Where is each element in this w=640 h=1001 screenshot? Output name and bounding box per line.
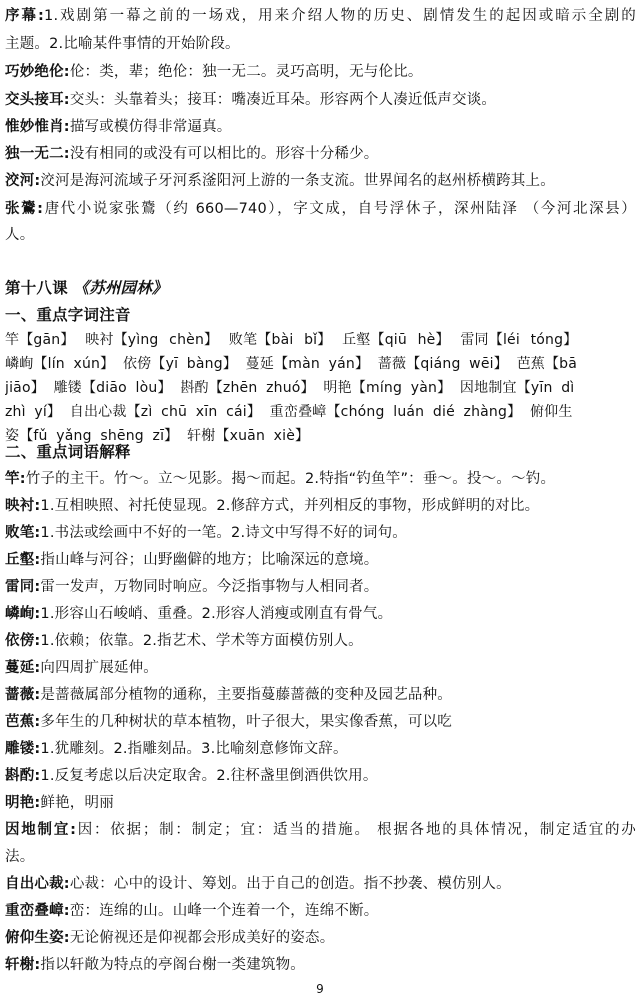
definition-line [5,520,636,546]
definition-term: 映衬: [5,498,41,514]
entry-text: 没有相同的或没有可以相比的。形容十分稀少。 [69,146,379,162]
definition-line [5,655,636,681]
definition-text: 无论俯视还是仰视都会形成美好的姿态。 [69,930,335,946]
lesson-book-title: 《苏州园林》 [73,279,168,297]
entry-line [5,196,636,222]
entry-text: 伦：类，辈；绝伦：独一无二。灵巧高明，无与伦比。 [69,64,423,80]
definition-text: 1.犹雕刻。2.指雕刻品。3.比喻刻意修饰文辞。 [40,741,348,757]
definition-line [5,601,636,627]
definition-term: 败笔: [5,525,41,541]
definition-line [5,898,636,924]
definition-text: 竹子的主干。竹～。立～见影。揭～而起。2.特指“钓鱼竿”：垂～。投～。～钓。 [25,471,556,487]
definition-line [5,466,636,492]
pinyin-line: 姿【fǔ yǎng shēng zī】 轩榭【xuān xiè】 [5,428,310,444]
definition-term: 轩榭: [5,957,41,973]
page-number: 9 [316,982,324,996]
definition-text: 雷一发声，万物同时响应。今泛指事物与人相同者。 [40,579,379,595]
entry-text: 唐代小说家张鷟（约 660—740），字文成，自号浮休子，深州陆泽 （今河北深县） [43,201,636,217]
entry-line [5,168,636,194]
definition-text: 峦：连绵的山。山峰一个连着一个，连绵不断。 [69,903,379,919]
definition-term: 蔷薇: [5,687,41,703]
section-title: 一、重点字词注音 [5,306,131,324]
definition-text: 1.互相映照、衬托使显现。2.修辞方式，并列相反的事物，形成鲜明的对比。 [40,498,540,514]
entry-text: 描写或模仿得非常逼真。 [69,119,232,135]
definition-line [5,925,636,951]
definition-line [5,817,636,843]
definition-line [5,547,636,573]
definition-term: 芭蕉: [5,714,41,730]
definition-text: 指山峰与河谷；山野幽僻的地方；比喻深远的意境。 [40,552,379,568]
definition-text: 1.反复考虑以后决定取舍。2.往杯盏里倒酒供饮用。 [40,768,378,784]
entry-term: 独一无二: [5,146,70,162]
definition-line [5,871,636,897]
entry-line [5,141,636,167]
definition-text: 是蔷薇属部分植物的通称，主要指蔓藤蔷薇的变种及园艺品种。 [40,687,453,703]
definition-line [5,493,636,519]
definition-text: 心裁：心中的设计、筹划。出于自己的创造。指不抄袭、模仿别人。 [69,876,511,892]
lesson-number: 第十八课 [5,279,68,297]
definition-line [5,952,636,978]
definition-term: 斟酌: [5,768,41,784]
entry-line [5,59,636,85]
definition-text: 多年生的几种树状的草本植物，叶子很大，果实像香蕉，可以吃 [40,714,453,730]
pinyin-line: zhì yí】 自出心裁【zì chū xīn cái】 重峦叠嶂【chóng luán dié zhàng】 俯仰生 [5,404,573,420]
definition-text: 1.书法或绘画中不好的一笔。2.诗文中写得不好的词句。 [40,525,407,541]
definition-term: 嶙峋: [5,606,41,622]
definition-term: 因地制宜: [5,822,77,838]
entry-line [5,114,636,140]
definition-term: 蔓延: [5,660,41,676]
entry-term: 洨河: [5,173,41,189]
definition-text: 因：依据；制：制定；宜：适当的措施。 根据各地的具体情况，制定适宜的办 [76,822,636,838]
definition-line [5,844,636,870]
entry-term: 张鷟: [5,201,44,217]
definition-term: 自出心裁: [5,876,70,892]
definition-text: 鲜艳，明丽 [40,795,114,811]
entry-text: 主题。2.比喻某件事情的开始阶段。 [5,36,240,52]
entry-term: 惟妙惟肖: [5,119,70,135]
pinyin-line: 嶙峋【lín xún】 依傍【yī bàng】 蔓延【màn yán】 蔷薇【qiáng wēi】 芭蕉【bā [5,356,578,372]
definition-line [5,763,636,789]
entry-line [5,3,636,29]
section-title: 二、重点词语解释 [5,443,131,461]
pinyin-line: 竿【gān】 映衬【yìng chèn】 败笔【bài bǐ】 丘壑【qiū hè】 雷同【léi tóng】 [5,332,578,348]
entry-text: 交头：头靠着头；接耳：嘴凑近耳朵。形容两个人凑近低声交谈。 [69,92,497,108]
pinyin-line: jiāo】 雕镂【diāo lòu】 斟酌【zhēn zhuó】 明艳【míng yàn】 因地制宜【yīn dì [5,380,575,396]
definition-text: 指以轩敞为特点的亭阁台榭一类建筑物。 [40,957,306,973]
definition-line [5,682,636,708]
definition-text: 法。 [5,849,35,865]
definition-term: 依傍: [5,633,41,649]
definition-term: 丘壑: [5,552,41,568]
definition-term: 雷同: [5,579,41,595]
definition-text: 向四周扩展延伸。 [40,660,159,676]
definition-text: 1.形容山石峻峭、重叠。2.形容人消瘦或刚直有骨气。 [40,606,393,622]
lesson-title [5,275,636,301]
entry-line [5,222,636,248]
entry-term: 序幕: [5,8,45,24]
definition-line [5,709,636,735]
definition-term: 竿: [5,471,26,487]
entry-line [5,31,636,57]
definition-line [5,790,636,816]
definition-line [5,736,636,762]
entry-line [5,87,636,113]
entry-text: 1.戏剧第一幕之前的一场戏，用来介绍人物的历史、剧情发生的起因或暗示全剧的 [44,8,636,24]
entry-text: 人。 [5,227,35,243]
definition-term: 重峦叠嶂: [5,903,70,919]
entry-term: 巧妙绝伦: [5,64,70,80]
definition-line [5,628,636,654]
definition-term: 明艳: [5,795,41,811]
definition-term: 俯仰生姿: [5,930,70,946]
definition-line [5,574,636,600]
definition-term: 雕镂: [5,741,41,757]
entry-text: 洨河是海河流域子牙河系滏阳河上游的一条支流。世界闻名的赵州桥横跨其上。 [40,173,555,189]
entry-term: 交头接耳: [5,92,70,108]
definition-text: 1.依赖；依靠。2.指艺术、学术等方面模仿别人。 [40,633,363,649]
